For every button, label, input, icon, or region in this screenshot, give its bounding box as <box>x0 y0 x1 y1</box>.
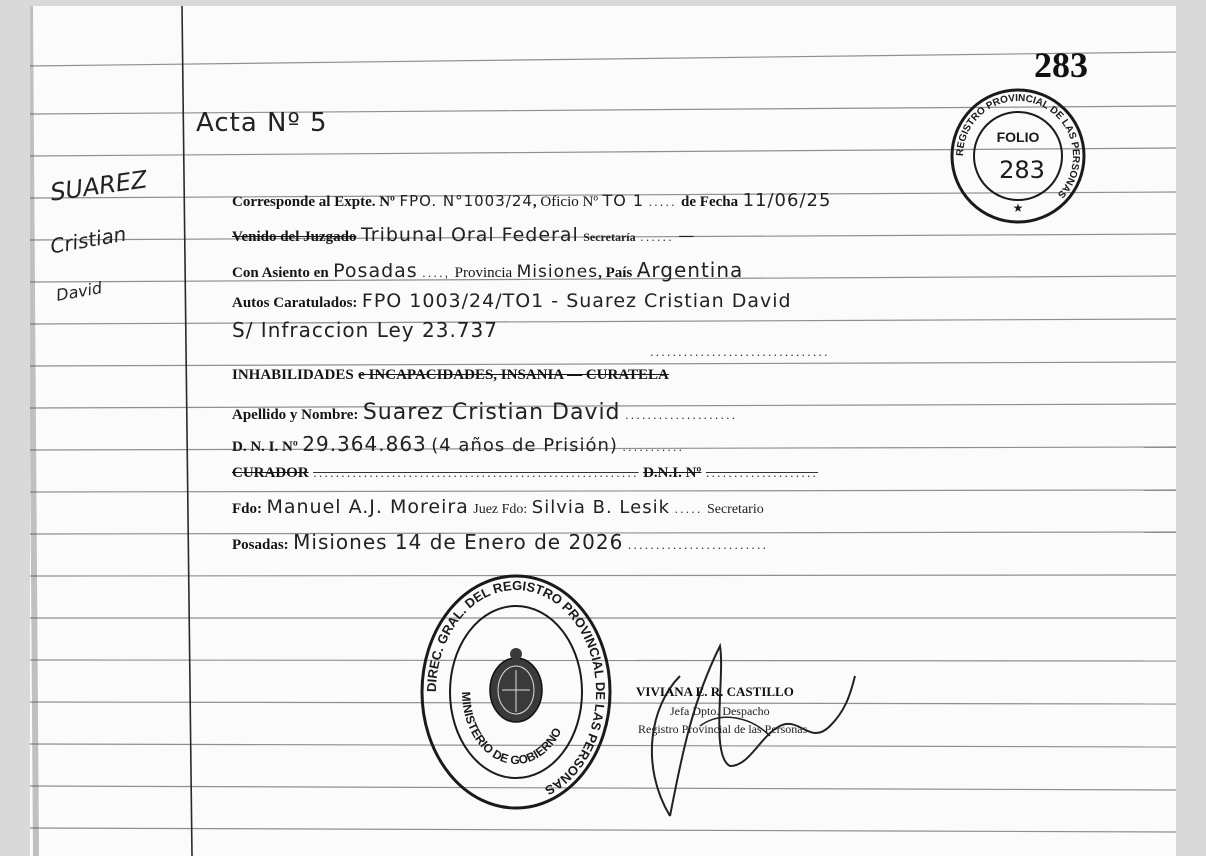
juzgado-label: Venido del Juzgado <box>232 229 357 245</box>
oficio-value: TO 1 <box>602 191 645 210</box>
oficio-label: Oficio Nº <box>540 194 598 210</box>
curador-dni-label: D.N.I. Nº <box>643 465 702 481</box>
folio-number: 283 <box>1034 45 1088 85</box>
expte-value: FPO. N°1003/24 <box>399 192 533 210</box>
fecha-value: 11/06/25 <box>742 190 832 211</box>
provincia-label: Provincia <box>454 265 513 281</box>
coat-of-arms-icon <box>490 648 542 722</box>
fdo-label: Fdo: <box>232 501 262 517</box>
document-page: 283 REGISTRO PROVINCIAL DE LAS PERSONAS FOLIO 283 ★ SUAREZ Cristian David Acta Nº 5 Corresponde al Expte. Nº FPO. N°1003/24, Oficio Nº TO 1 ..... de Fecha 11/06/25 Venido del Juzgado Tribunal Oral Federal Secretaría ...... — Con Asiento en Posadas ...., Provincia Misiones, País Argentina Autos Caratulados: FPO 1003/24/TO1 - Suarez Cristian David S/ Infraccion Ley 23.737 ................................ INHABILIDADES e INCAPACIDADES, INSANIA — CURATELA Apellido y Nombre: Suarez Cristian David .................... D. N. I. Nº 29.364.863 (4 años de Prisión) ........... CURADOR .......................................................... D.N.I. Nº .................... Fdo: Manuel A.J. Moreira Juez Fdo: Silvia B. Lesik ..... Secretario Posadas: Misiones 14 de Enero de 2026 ......................... DIREC. GRAL. DEL REGISTRO PROVINCIAL DE LAS PERSONAS MINISTERIO DE GOBIERNO VIVIANA E. R. CASTILLO Jefa Dpto. Despacho Registro Provincial de las Personas <box>30 6 1176 856</box>
fdo-row: Fdo: Manuel A.J. Moreira Juez Fdo: Silvia B. Lesik ..... Secretario <box>232 496 764 518</box>
juzgado-value: Tribunal Oral Federal <box>360 224 579 246</box>
signatory-title: Jefa Dpto. Despacho <box>670 704 770 718</box>
acta-number: Acta Nº 5 <box>196 108 328 138</box>
pais-value: Argentina <box>636 258 744 282</box>
curador-row: CURADOR .......................................................... D.N.I. Nº .................... <box>232 465 819 481</box>
dni-label: D. N. I. Nº <box>232 439 298 455</box>
apellido-label: Apellido y Nombre: <box>232 407 359 423</box>
star-icon: ★ <box>1012 201 1024 215</box>
inhabilidades-struck: e INCAPACIDADES, INSANIA — CURATELA <box>358 367 669 383</box>
juez-label: Juez Fdo: <box>473 502 528 517</box>
dni-note: (4 años de Prisión) <box>431 435 618 456</box>
posadas-row: Posadas: Misiones 14 de Enero de 2026 ......................... <box>232 530 769 554</box>
signatory-name: VIVIANA E. R. CASTILLO <box>636 684 794 699</box>
seal-ring-text: DIREC. GRAL. DEL REGISTRO PROVINCIAL DE LAS PERSONAS <box>423 577 609 799</box>
expte-label: Corresponde al Expte. Nº <box>232 194 396 210</box>
autos-value-1: FPO 1003/24/TO1 - Suarez Cristian David <box>361 290 792 312</box>
autos-row <box>232 290 792 312</box>
posadas-label: Posadas: <box>232 537 289 553</box>
inhabilidades-label: INHABILIDADES <box>232 367 354 383</box>
margin-surname: SUAREZ <box>48 165 149 207</box>
secretario-label: Secretario <box>706 502 764 517</box>
fecha-label: de Fecha <box>681 194 739 210</box>
juez-value: Silvia B. Lesik <box>531 497 670 518</box>
fdo-value: Manuel A.J. Moreira <box>266 496 469 518</box>
secretaria-label: Secretaría <box>583 230 636 244</box>
juzgado-row: Venido del Juzgado Tribunal Oral Federal Secretaría ...... — <box>232 224 696 246</box>
asiento-row: Con Asiento en Posadas ...., Provincia Misiones, País Argentina <box>232 258 744 282</box>
signature-block <box>610 616 870 826</box>
signatory-org: Registro Provincial de las Personas <box>638 722 808 736</box>
curador-label: CURADOR <box>232 465 309 481</box>
expte-row: Corresponde al Expte. Nº FPO. N°1003/24, Oficio Nº TO 1 ..... de Fecha 11/06/25 <box>232 190 832 211</box>
inhabilidades-row <box>232 366 669 384</box>
margin-name-1: Cristian <box>48 221 129 259</box>
signature-scribble <box>610 616 870 826</box>
registry-seal <box>418 572 614 812</box>
folio-stamp-ring-text: REGISTRO PROVINCIAL DE LAS PERSONAS <box>954 92 1082 200</box>
apellido-row: Apellido y Nombre: Suarez Cristian David .................... <box>232 400 738 425</box>
provincia-value: Misiones <box>516 262 599 282</box>
dni-value: 29.364.863 <box>302 432 427 456</box>
asiento-label: Con Asiento en <box>232 265 329 281</box>
apellido-value: Suarez Cristian David <box>362 400 621 425</box>
folio-stamp-label: FOLIO <box>996 129 1040 145</box>
folio-stamp <box>946 84 1090 228</box>
dni-row: D. N. I. Nº 29.364.863 (4 años de Prisión) ........... <box>232 432 685 456</box>
folio-stamp-number: 283 <box>999 156 1045 184</box>
pais-label: País <box>605 265 633 281</box>
autos-label: Autos Caratulados: <box>232 295 358 311</box>
autos-value-2: S/ Infraccion Ley 23.737 <box>232 318 498 342</box>
seal-inner-text: MINISTERIO DE GOBIERNO <box>458 691 565 768</box>
posadas-value: Misiones 14 de Enero de 2026 <box>293 530 624 554</box>
asiento-value: Posadas <box>333 260 418 282</box>
margin-name-2: David <box>54 278 104 305</box>
